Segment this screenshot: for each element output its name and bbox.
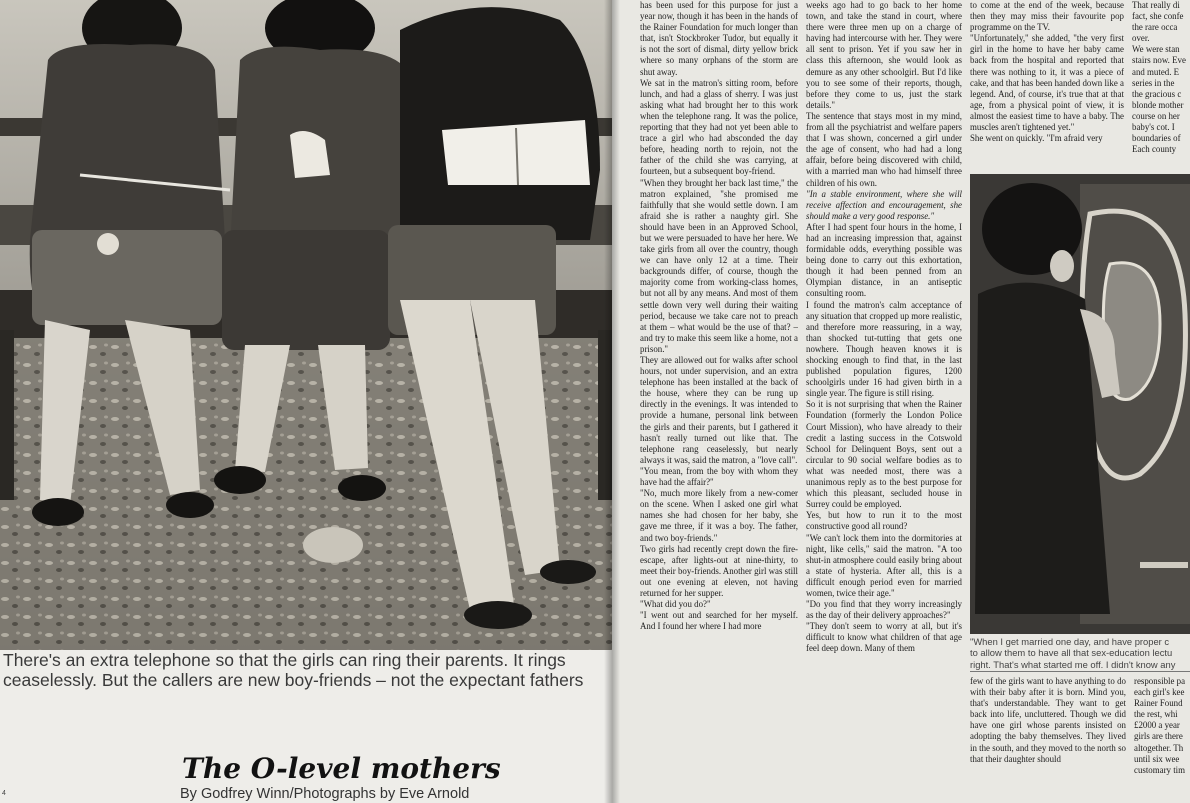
bench-photo-illustration (0, 0, 612, 650)
paragraph: We sat in the matron's sitting room, before lunch, and had a glass of sherry. I was just asking what had brought her to this work when the telephone rang. It was the police, reporting that they had not yet been able to trace a girl who had absconded the day before, heading north to rejoin, not the father of the child she was carrying, at fourteen, but a subsequent boy-friend. (640, 77, 798, 177)
text-line: altogether. Th (1134, 742, 1184, 753)
caption-line: to allow them to have all that sex-education lectu (970, 647, 1173, 659)
text-line: That really di (1132, 0, 1180, 10)
right-photo-caption (970, 636, 1190, 670)
text-line: baby's cot. I (1132, 122, 1175, 133)
paragraph: She went on quickly. "I'm afraid very (970, 133, 1103, 144)
photo-caption (3, 650, 612, 690)
text-column-6 (1134, 676, 1190, 803)
text-line: £2000 a year (1134, 720, 1180, 731)
text-column-3 (970, 0, 1124, 172)
paragraph: After I had spent four hours in the home, I had an increasing impression that, against formidable odds, everything possible was being done to carry out this exhortation, though it had been penned from an Olympian distance, in an antiseptic consulting room. (806, 221, 962, 299)
caption-line: right. That's what started me off. I didn't know any (970, 658, 1176, 670)
text-line: girls are there (1134, 731, 1183, 742)
paragraph: "Do you find that they worry increasingly as the day of their delivery approaches?" (806, 599, 962, 621)
text-line: customary tim (1134, 764, 1186, 775)
paragraph: Yes, but how to run it to the most constructive good all round? (806, 510, 962, 532)
text-line: and muted. E (1132, 66, 1180, 77)
paragraph: I found the matron's calm acceptance of any situation that cropped up more realistic, and therefore more reassuring, in a way, than shocked tut-tutting that gets one nowhere. Though heaven knows it is shocking enough to find that, in the last published population figures, 1200 schoolgirls under 16 had given birth in a single year. The figure is still rising. (806, 299, 962, 399)
caption-line: There's an extra telephone so that the girls can ring their parents. It rings (3, 650, 566, 670)
paragraph: has been used for this purpose for just a year now, though it has been in the hands of the Rainer Foundation for much longer than that, isn't Stockbroker Tudor, but equally it is not the sort of dismal, dirty yellow brick where so many orphans of the storm are shut away. (640, 0, 798, 77)
caption-divider (970, 671, 1190, 672)
paragraph: They are allowed out for walks after school hours, not under supervision, and an extra telephone has been installed at the back of the house, where they can be rung up directly in the evenings. It was intended to provide a humane, personal link between the girls and their parents, but I gathered it hasn't really turned out like that. The telephone rang ceaselessly, but nearly always it was, said the matron, a "love call". (640, 355, 798, 465)
article-byline: By Godfrey Winn/Photographs by Eve Arnold (180, 786, 470, 802)
text-line: the rare occa (1132, 22, 1178, 33)
text-line: Rainer Found (1134, 698, 1183, 709)
paragraph: "Unfortunately," she added, "the very first girl in the home to have her baby came back from the hospital and reported that there was nothing to it, it was a piece of cake, and that has been handed down like a legend. And, of course, it's true that at that age, from a physical point of view, it is almost the easiest time to have a baby. The muscles aren't tightened yet." (970, 33, 1124, 133)
paragraph: weeks ago had to go back to her home town, and take the stand in court, where there were three men up on a charge of having had intercourse with her. They were all sent to prison. Yet if you saw her in class this afternoon, she would look as demure as any other schoolgirl. But I'd like you to see some of their reports, though, before they come to us, just the stark details." (806, 0, 962, 110)
text-line: over. (1132, 33, 1150, 44)
text-line: blonde mother (1132, 99, 1184, 110)
paragraph: "What did you do?" (640, 599, 711, 610)
chalkboard-photo (970, 174, 1190, 634)
text-column-5 (970, 676, 1126, 803)
text-line: series in the (1132, 77, 1175, 88)
paragraph: "No, much more likely from a new-comer on the scene. When I asked one girl what names she had chosen for her baby, she gave me three, if it was a boy. The father, and two boy-friends." (640, 488, 798, 543)
text-line: the rest, whi (1134, 709, 1178, 720)
paragraph: "We can't lock them into the dormitories at night, like cells," said the matron. "A too shut-in atmosphere could easily bring about a state of hysteria. After all, this is a difficult enough period even for married women, twice their age." (806, 532, 962, 598)
paragraph: The sentence that stays most in my mind, from all the psychiatrist and welfare papers that I was shown, concerned a girl under the age of consent, who had had a long affair, before being discovered with child, with a married man who had himself three children of his own. (806, 110, 962, 188)
chalkboard-photo-illustration (970, 174, 1190, 634)
quote-paragraph: "In a stable environment, where she will receive affection and encouragement, she should make a very good response." (806, 188, 962, 221)
caption-line: ceaselessly. But the callers are new boy-friends – not the expectant fathers (3, 670, 584, 690)
paragraph: few of the girls want to have anything to do with their baby after it is born. Mind you, that's understandable. They want to get back into life, uncluttered. Though we did have one girl whose parents insisted on adopting the baby themselves. They lived in the south, and they moved to the north so that their daughter should (970, 676, 1126, 764)
paragraph: Two girls had recently crept down the fire-escape, after lights-out at nine-thirty, to meet their boy-friends. Another girl was still out one evening at eleven, not having returned for her supper. (640, 543, 798, 598)
text-column-4 (1132, 0, 1190, 172)
page-gutter (604, 0, 620, 803)
page-number: 4 (2, 790, 6, 797)
text-line: fact, she confe (1132, 11, 1184, 22)
text-line: until six wee (1134, 753, 1180, 764)
text-line: responsible pa (1134, 676, 1186, 686)
paragraph: to come at the end of the week, because then they may miss their favourite pop programme on the TV. (970, 0, 1124, 33)
paragraph: "They don't seem to worry at all, but it's difficult to know what children of that age feel deep down. Many of them (806, 621, 962, 654)
text-line: course on her (1132, 110, 1180, 121)
caption-line: "When I get married one day, and have proper c (970, 636, 1170, 647)
paragraph: "When they brought her back last time," the matron explained, "she promised me faithfully that she would settle down. I am afraid she is rather a naughty girl. She should have been in an Approved School, but we were persuaded to have her here. We take girls from all over the country, though we can have only 12 at a time. Their backgrounds differ, of course, though the majority come from working-class homes, but not all by any means. And most of them settle down very well during their waiting period, because we take care not to preach at them – what would be the use of that? – and try to make this seem like a home, not a prison." (640, 177, 798, 354)
text-column-2 (806, 0, 962, 803)
text-line: stairs now. Eve (1132, 55, 1186, 66)
bench-photo (0, 0, 612, 650)
paragraph: "You mean, from the boy with whom they have had the affair?" (640, 465, 798, 488)
text-line: We were stan (1132, 44, 1180, 55)
text-column-1 (640, 0, 798, 803)
text-line: boundaries of (1132, 133, 1181, 144)
text-line: the gracious c (1132, 88, 1182, 99)
article-title: The O-level mothers (182, 752, 501, 785)
text-line: each girl's kee (1134, 687, 1185, 698)
paragraph: So it is not surprising that when the Rainer Foundation (formerly the London Police Court Mission), who have already to their credit a lasting success in the Cotswold School for Delinquent Boys, sent out a circular to 90 social welfare bodies as to what was needed most, there was a unanimous reply as to the best purpose for which this pleasant, secluded house in Surrey could be employed. (806, 399, 962, 510)
paragraph: "I went out and searched for her myself. And I found her where I had more (640, 610, 798, 632)
text-line: Each county (1132, 144, 1177, 155)
